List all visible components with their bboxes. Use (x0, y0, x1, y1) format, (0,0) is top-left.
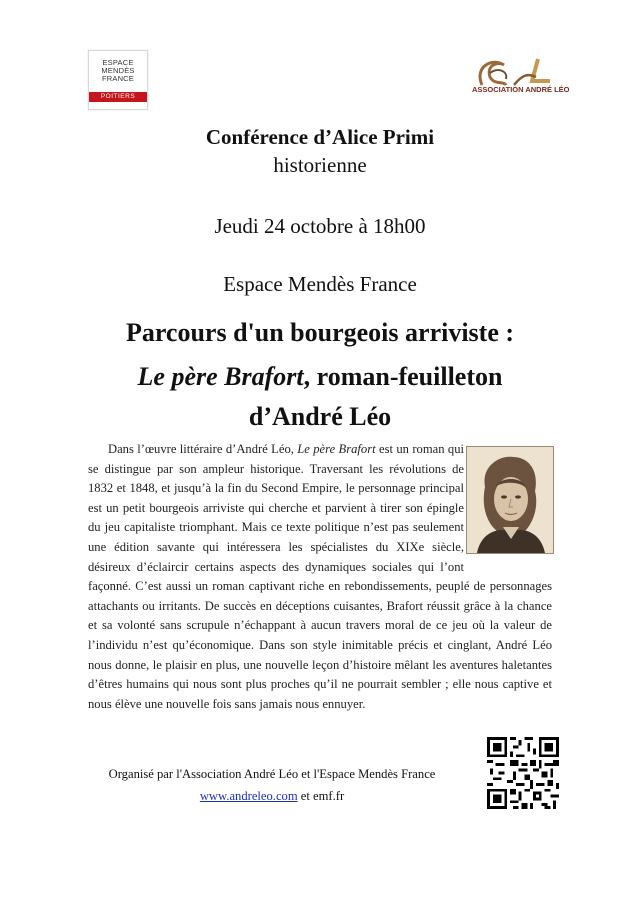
title-line-2-rest: , roman-feuilleton (303, 362, 503, 391)
title-line-3: d’André Léo (248, 402, 392, 431)
organizer-note: Organisé par l'Association André Léo et l'Espace Mendès France (108, 767, 436, 781)
assoc-logo-text: ASSOCIATION ANDRÉ LÉO (472, 85, 570, 94)
speaker-role: historienne (273, 153, 367, 177)
event-venue: Espace Mendès France (223, 272, 417, 296)
logo-line-2: MENDÈS (101, 66, 135, 75)
portrait-spacer (464, 440, 552, 568)
body-part-1: Dans l’œuvre littéraire d’André Léo, (108, 442, 298, 456)
event-date: Jeudi 24 octobre à 18h00 (214, 214, 426, 238)
body-book-title: Le père Brafort (297, 442, 376, 456)
body-part-2: est un roman qui se distingue par son ampleur historique. Traversant les révolutions de 1832 et 1848, et jusqu’à la fin du Second Empire, le personnage principal est un petit bourgeois arriviste qui cherche et parvient à tirer son épingle du jeu capitaliste triomphant. Mais ce texte politique n’est pas seulement une édition savante qui intéressera les spécialistes du XIXe siècle, désireux d’éclaircir certains aspects des dynamiques sociales qui l’ont façonné. C’est aussi un roman captivant riche en rebondissements, peuplé de personnages attachants ou irritants. De succès en déceptions cuisantes, Brafort réussit grâce à la chance et sa volonté sans scrupule n’échappant à aucun travers moral de ce jeu où la valeur de l’individu n’est qu’économique. Dans son style inimitable précis et cinglant, André Léo nous donne, le plaisir en plus, une nouvelle leçon d’histoire mêlant les aventures haletantes d’êtres humains qui nous sont plus proches qu’il ne pourrait sembler ; elle nous captive et nous élève une nouvelle fois sans jamais nous ennuyer. (88, 442, 552, 711)
title-line-1: Parcours d'un bourgeois arriviste : (125, 318, 515, 347)
logo-line-3: FRANCE (101, 74, 135, 83)
body-text (88, 440, 552, 714)
website-link[interactable]: www.andreleo.com (199, 789, 298, 803)
logo-line-1: ESPACE (102, 58, 134, 67)
association-andre-leo-logo (470, 55, 575, 105)
website-rest: et emf.fr (297, 789, 345, 803)
book-title: Le père Brafort (137, 362, 304, 391)
assoc-logo-mark-icon (470, 55, 575, 105)
website-line (88, 789, 456, 804)
speaker-heading: Conférence d’Alice Primi (205, 125, 435, 149)
logo-band-poitiers: POITIERS (89, 92, 147, 102)
qr-code-icon (487, 737, 559, 809)
espace-mendes-france-logo (88, 50, 148, 110)
title-line-2 (0, 362, 640, 392)
